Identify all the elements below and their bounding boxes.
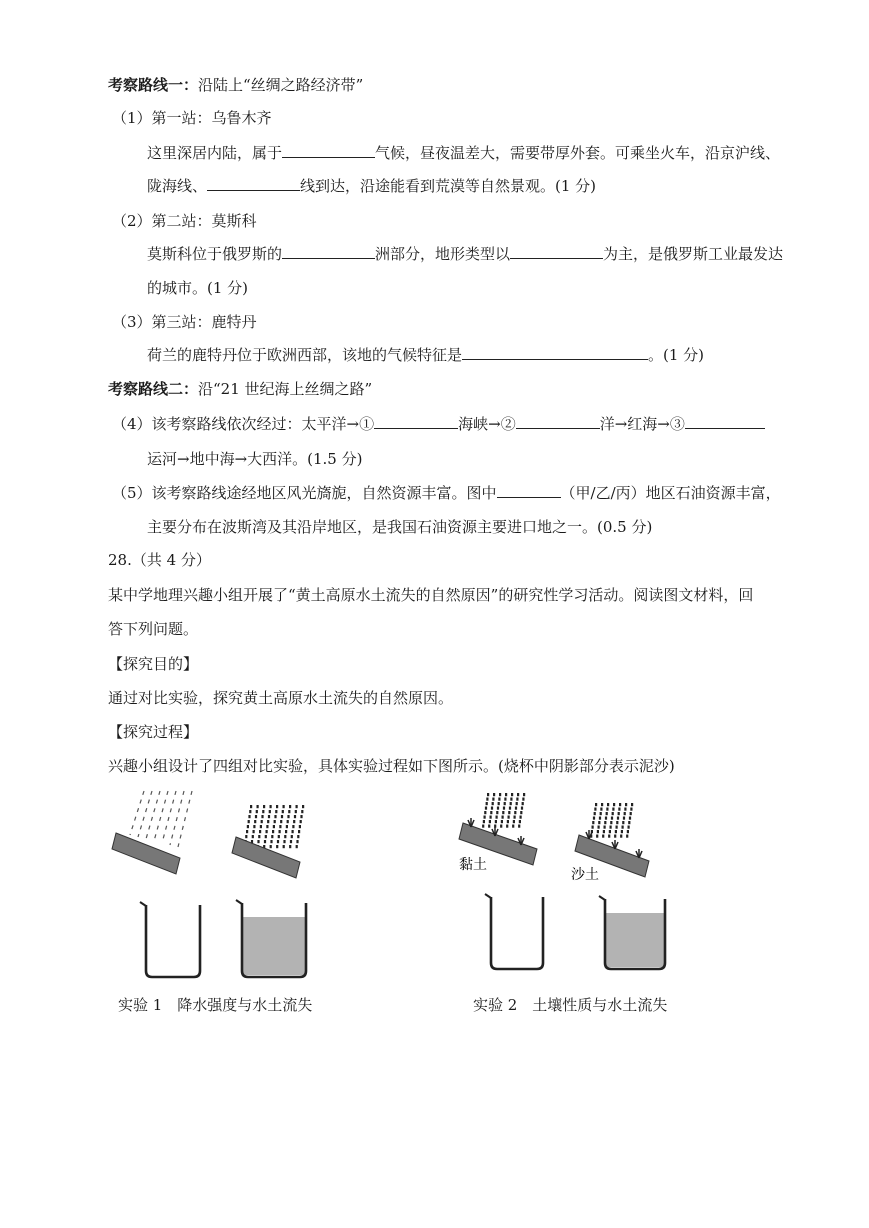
- rain-drop: [248, 815, 250, 818]
- rain-drop: [266, 830, 268, 833]
- rain-drop: [300, 815, 302, 818]
- rain-drop: [296, 805, 298, 808]
- q28-intro-line1: 某中学地理兴趣小组开展了“黄土高原水土流失的自然原因”的研究性学习活动。阅读图文材料，回: [108, 586, 754, 604]
- rain-drop: [254, 820, 256, 823]
- text-segment: 线到达，沿途能看到荒漠等自然景观。(1 分): [300, 177, 597, 195]
- rain-drop: [270, 845, 272, 848]
- rain-drop: [302, 805, 304, 808]
- experiment1-figure: [110, 785, 370, 985]
- rain-drop: [484, 816, 486, 819]
- rain-streak: [130, 791, 144, 835]
- rain-streak: [170, 791, 184, 845]
- rain-drop: [599, 817, 601, 820]
- rain-drop: [293, 820, 295, 823]
- rain-drop: [618, 808, 620, 811]
- beaker-sediment-icon: [599, 896, 665, 969]
- rain-drop: [263, 805, 265, 808]
- rain-drop: [298, 830, 300, 833]
- rain-drop: [490, 811, 492, 814]
- answer-blank-continent[interactable]: [282, 244, 375, 259]
- rain-drop: [610, 826, 612, 829]
- rain-drop: [628, 821, 630, 824]
- rain-drop: [490, 816, 492, 819]
- rain-drop: [604, 826, 606, 829]
- rain-drop: [607, 803, 609, 806]
- rain-drop: [610, 821, 612, 824]
- rain-drop: [281, 815, 283, 818]
- rain-drop: [289, 845, 291, 848]
- rain-drop: [297, 835, 299, 838]
- purpose-heading: 【探究目的】: [108, 655, 199, 673]
- rain-drop: [488, 825, 490, 828]
- rain-drop: [619, 803, 621, 806]
- rain-drop: [492, 798, 494, 801]
- rain-drop: [294, 815, 296, 818]
- rain-drop: [301, 810, 303, 813]
- rain-drop: [256, 810, 258, 813]
- station1-line1: [147, 143, 780, 163]
- rain-drop: [598, 826, 600, 829]
- rain-drop: [624, 812, 626, 815]
- rain-drop: [518, 825, 520, 828]
- rain-drop: [259, 830, 261, 833]
- q5-line2: 主要分布在波斯湾及其沿岸地区，是我国石油资源主要进口地之一。(0.5 分): [147, 518, 653, 536]
- rain-drop: [511, 793, 513, 796]
- rain-drop: [606, 808, 608, 811]
- rain-drop: [594, 812, 596, 815]
- rain-drop: [603, 830, 605, 833]
- rain-drop: [499, 793, 501, 796]
- rain-drop: [521, 807, 523, 810]
- experiment2-figure: [455, 785, 685, 985]
- text-segment: （4）该考察路线依次经过：太平洋→①: [112, 415, 375, 433]
- rain-drop: [299, 825, 301, 828]
- rain-streak: [154, 791, 168, 841]
- rain-drop: [283, 845, 285, 848]
- rain-drop: [282, 810, 284, 813]
- rain-drop: [260, 825, 262, 828]
- rain-drop: [255, 815, 257, 818]
- rain-drop: [517, 793, 519, 796]
- rain-drop: [250, 805, 252, 808]
- rain-drop: [508, 816, 510, 819]
- rain-drop: [266, 825, 268, 828]
- rain-drop: [596, 835, 598, 838]
- rain-drop: [620, 835, 622, 838]
- rain-drop: [267, 820, 269, 823]
- rain-drop: [595, 803, 597, 806]
- rain-drop: [598, 821, 600, 824]
- rain-streak: [146, 791, 160, 839]
- rain-drop: [486, 802, 488, 805]
- rain-drop: [623, 817, 625, 820]
- rain-drop: [498, 802, 500, 805]
- rain-drop: [300, 820, 302, 823]
- rain-drop: [261, 815, 263, 818]
- experiment1-caption: 实验 1 降水强度与水土流失: [118, 996, 313, 1014]
- rain-drop: [513, 820, 515, 823]
- rain-drop: [492, 802, 494, 805]
- rain-drop: [496, 816, 498, 819]
- rain-drop: [292, 830, 294, 833]
- rain-drop: [486, 798, 488, 801]
- rain-drop: [622, 826, 624, 829]
- answer-blank-landform[interactable]: [510, 244, 603, 259]
- rain-drop: [516, 798, 518, 801]
- rain-drop: [600, 812, 602, 815]
- answer-blank-region[interactable]: [497, 483, 561, 498]
- rain-drop: [270, 805, 272, 808]
- rain-drop: [502, 816, 504, 819]
- rain-drop: [600, 808, 602, 811]
- rain-drop: [504, 798, 506, 801]
- text-segment: 莫斯科位于俄罗斯的: [147, 245, 283, 263]
- rain-drop: [500, 825, 502, 828]
- route1-heading: [108, 75, 363, 95]
- rain-drop: [246, 830, 248, 833]
- station1-line2: [147, 176, 596, 196]
- rain-drop: [258, 835, 260, 838]
- rain-drop: [608, 835, 610, 838]
- route1-title: 沿陆上“丝绸之路经济带”: [198, 76, 364, 94]
- station3-line1: [147, 345, 704, 365]
- rain-drop: [622, 821, 624, 824]
- rain-drop: [287, 815, 289, 818]
- rain-drop: [504, 802, 506, 805]
- rain-drop: [516, 802, 518, 805]
- clay-label: 黏土: [459, 857, 487, 873]
- rain-drop: [625, 803, 627, 806]
- rain-drop: [624, 808, 626, 811]
- text-segment: 洋→红海→③: [599, 415, 685, 433]
- rain-drop: [597, 830, 599, 833]
- rain-drop: [618, 812, 620, 815]
- route1-label: 考察路线一：: [108, 76, 199, 94]
- rain-drop: [261, 820, 263, 823]
- beaker-sediment-icon: [236, 900, 306, 977]
- rain-drop: [506, 825, 508, 828]
- rain-drop: [262, 810, 264, 813]
- rain-drop: [617, 817, 619, 820]
- rain-drop: [496, 811, 498, 814]
- rain-drop: [498, 798, 500, 801]
- rain-drop: [274, 820, 276, 823]
- rain-drop: [483, 820, 485, 823]
- rain-drop: [507, 820, 509, 823]
- route2-title: 沿“21 世纪海上丝绸之路”: [198, 380, 373, 398]
- rain-drop: [609, 830, 611, 833]
- rain-drop: [629, 817, 631, 820]
- rain-drop: [510, 798, 512, 801]
- rain-drop: [296, 840, 298, 843]
- rain-drop: [272, 830, 274, 833]
- text-segment: 气候，昼夜温差大，需要带厚外套。可乘坐火车，沿京沪线、: [375, 144, 781, 162]
- text-segment: 为主，是俄罗斯工业最发达: [603, 245, 784, 263]
- rain-drop: [265, 835, 267, 838]
- rain-drop: [274, 815, 276, 818]
- rain-drop: [594, 808, 596, 811]
- rain-drop: [287, 820, 289, 823]
- rain-drop: [279, 830, 281, 833]
- rain-drop: [614, 835, 616, 838]
- rain-drop: [522, 802, 524, 805]
- rain-drop: [296, 845, 298, 848]
- slope-board-left: [112, 833, 180, 874]
- rain-drop: [630, 812, 632, 815]
- rain-drop: [631, 803, 633, 806]
- rain-drop: [616, 821, 618, 824]
- beaker-clear-icon: [485, 894, 543, 969]
- rain-drop: [522, 798, 524, 801]
- rain-drop: [277, 840, 279, 843]
- rain-drop: [295, 810, 297, 813]
- rain-drop: [616, 826, 618, 829]
- rain-drop: [503, 807, 505, 810]
- light-rain-icon: [130, 791, 192, 847]
- rain-drop: [515, 807, 517, 810]
- rain-drop: [280, 820, 282, 823]
- rain-drop: [621, 830, 623, 833]
- rain-drop: [514, 816, 516, 819]
- q4-line2: 运河→地中海→大西洋。(1.5 分): [147, 450, 363, 468]
- station2-line1: [147, 244, 783, 264]
- rain-drop: [627, 830, 629, 833]
- rain-drop: [275, 810, 277, 813]
- rain-drop: [285, 830, 287, 833]
- rain-drop: [270, 840, 272, 843]
- rain-drop: [248, 820, 250, 823]
- process-heading: 【探究过程】: [108, 723, 199, 741]
- rain-drop: [286, 825, 288, 828]
- rain-drop: [253, 830, 255, 833]
- rain-drop: [482, 825, 484, 828]
- text-segment: 洲部分，地形类型以: [375, 245, 511, 263]
- rain-drop: [592, 821, 594, 824]
- q5-line1: [112, 483, 781, 503]
- answer-blank-climate-feature[interactable]: [462, 345, 648, 360]
- rain-drop: [512, 825, 514, 828]
- rain-drop: [613, 803, 615, 806]
- rain-drop: [520, 816, 522, 819]
- rain-drop: [252, 835, 254, 838]
- rain-over-sand-icon: [590, 803, 633, 838]
- text-segment: 的城市。(1 分): [147, 279, 249, 297]
- rain-drop: [484, 811, 486, 814]
- beaker-clear-icon: [140, 902, 200, 977]
- rain-drop: [626, 835, 628, 838]
- rain-drop: [611, 817, 613, 820]
- answer-blank-canal[interactable]: [685, 414, 765, 429]
- rain-drop: [493, 793, 495, 796]
- rain-drop: [602, 835, 604, 838]
- rain-drop: [288, 810, 290, 813]
- text-segment: 荷兰的鹿特丹位于欧洲西部，该地的气候特征是: [147, 346, 463, 364]
- rain-drop: [271, 835, 273, 838]
- rain-drop: [276, 845, 278, 848]
- rain-drop: [289, 805, 291, 808]
- answer-blank-strait[interactable]: [374, 414, 458, 429]
- rain-drop: [283, 840, 285, 843]
- rain-drop: [245, 835, 247, 838]
- rain-over-clay-icon: [482, 793, 525, 828]
- rain-drop: [491, 807, 493, 810]
- text-segment: 陇海线、: [147, 177, 208, 195]
- route2-label: 考察路线二：: [108, 380, 199, 398]
- rain-drop: [253, 825, 255, 828]
- rain-drop: [276, 805, 278, 808]
- station1-head: （1）第一站：乌鲁木齐: [112, 109, 272, 127]
- rain-drop: [269, 810, 271, 813]
- rain-drop: [283, 805, 285, 808]
- rain-drop: [502, 811, 504, 814]
- rain-drop: [495, 820, 497, 823]
- rain-drop: [487, 793, 489, 796]
- rain-streak: [162, 791, 176, 843]
- rain-drop: [615, 830, 617, 833]
- rain-drop: [290, 840, 292, 843]
- rain-drop: [489, 820, 491, 823]
- rain-drop: [497, 807, 499, 810]
- rain-drop: [520, 811, 522, 814]
- experiment2-caption: 实验 2 土壤性质与水土流失: [473, 996, 668, 1014]
- rain-drop: [273, 825, 275, 828]
- rain-drop: [523, 793, 525, 796]
- text-segment: 。(1 分): [648, 346, 705, 364]
- q28-head: 28.（共 4 分）: [108, 551, 211, 569]
- route2-heading: [108, 379, 372, 399]
- rain-drop: [519, 820, 521, 823]
- answer-blank-ocean[interactable]: [516, 414, 600, 429]
- text-segment: （5）该考察路线途经地区风光旖旎，自然资源丰富。图中: [112, 484, 497, 502]
- station2-line2: [147, 278, 248, 298]
- rain-streak: [178, 791, 192, 847]
- station3-head: （3）第三站：鹿特丹: [112, 313, 257, 331]
- rain-drop: [606, 812, 608, 815]
- q4-line1: [112, 414, 765, 434]
- answer-blank-railway[interactable]: [207, 176, 300, 191]
- rain-drop: [630, 808, 632, 811]
- rain-drop: [508, 811, 510, 814]
- rain-drop: [510, 802, 512, 805]
- sand-label: 沙土: [571, 867, 599, 883]
- rain-drop: [501, 820, 503, 823]
- rain-drop: [257, 805, 259, 808]
- rain-drop: [612, 812, 614, 815]
- rain-drop: [247, 825, 249, 828]
- rain-drop: [604, 821, 606, 824]
- text-segment: 这里深居内陆，属于: [147, 144, 283, 162]
- rain-drop: [292, 825, 294, 828]
- rain-streak: [138, 791, 152, 837]
- rain-drop: [592, 826, 594, 829]
- rain-drop: [249, 810, 251, 813]
- text-segment: （甲/乙/丙）地区石油资源丰富，: [560, 484, 781, 502]
- process-text: 兴趣小组设计了四组对比实验，具体实验过程如下图所示。(烧杯中阴影部分表示泥沙): [108, 757, 675, 775]
- rain-drop: [612, 808, 614, 811]
- rain-drop: [278, 835, 280, 838]
- rain-drop: [593, 817, 595, 820]
- rain-drop: [605, 817, 607, 820]
- rain-drop: [628, 826, 630, 829]
- rain-drop: [291, 835, 293, 838]
- station2-head: （2）第二站：莫斯科: [112, 212, 257, 230]
- rain-drop: [264, 840, 266, 843]
- rain-drop: [268, 815, 270, 818]
- heavy-rain-icon: [244, 805, 305, 848]
- rain-drop: [279, 825, 281, 828]
- rain-drop: [485, 807, 487, 810]
- rain-drop: [601, 803, 603, 806]
- rain-drop: [505, 793, 507, 796]
- text-segment: 海峡→②: [458, 415, 516, 433]
- rain-drop: [509, 807, 511, 810]
- q28-intro-line2: 答下列问题。: [108, 620, 199, 638]
- rain-drop: [284, 835, 286, 838]
- rain-drop: [257, 840, 259, 843]
- rain-drop: [514, 811, 516, 814]
- purpose-text: 通过对比实验，探究黄土高原水土流失的自然原因。: [108, 689, 454, 707]
- answer-blank-climate[interactable]: [282, 143, 375, 158]
